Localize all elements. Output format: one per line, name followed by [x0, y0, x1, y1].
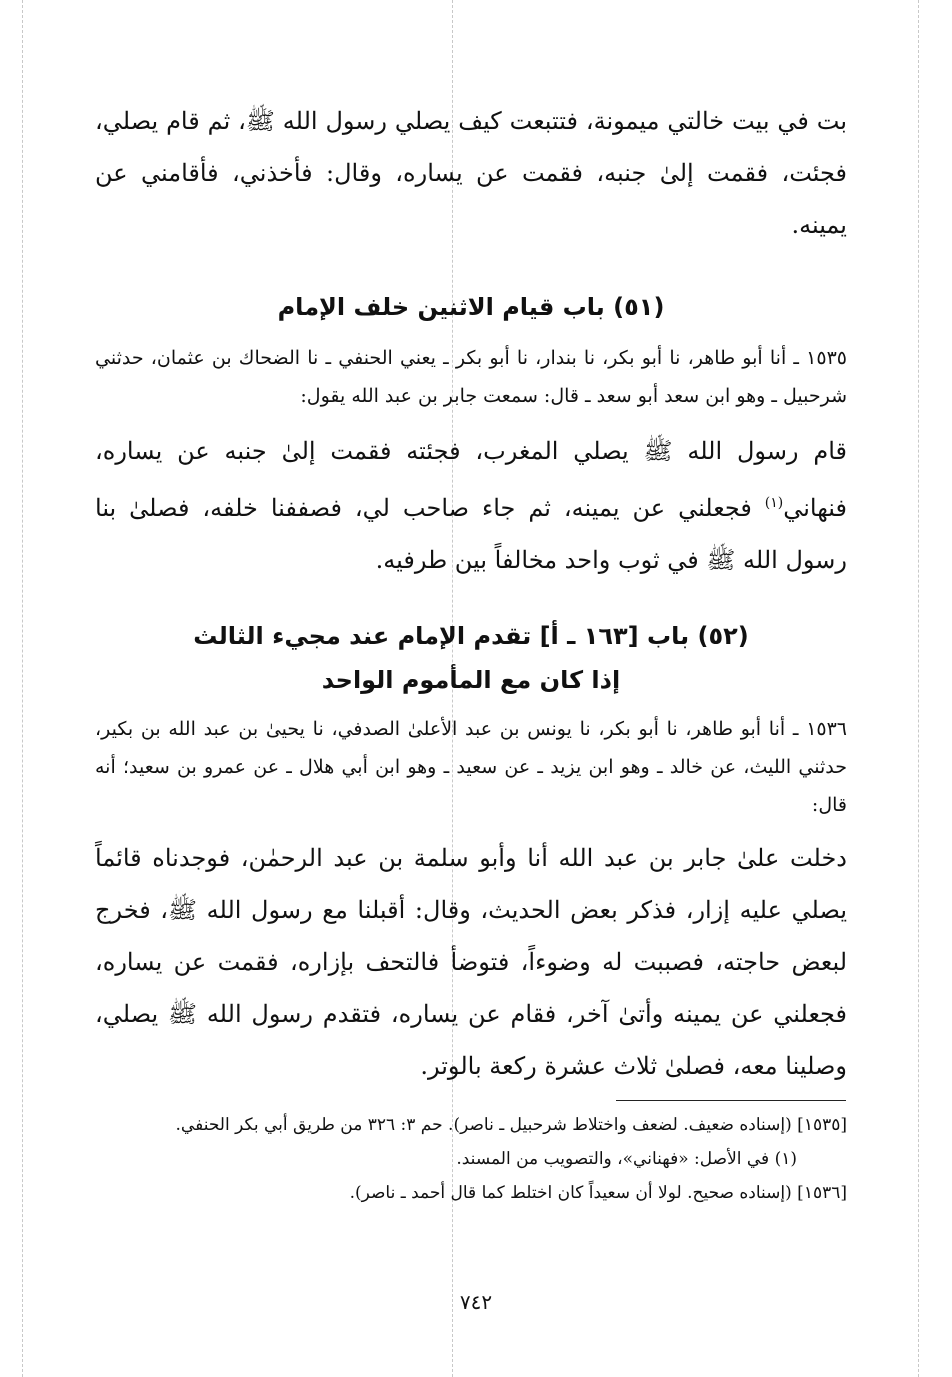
matn-text: فجعلني عن يمينه، ثم جاء صاحب لي، فصففنا خلفه، فصلىٰ بنا رسول الله ﷺ في ثوب واحد مخالفاً بين طرفيه. — [95, 494, 847, 574]
hadith-number: ١٥٣٦ — [806, 718, 848, 740]
hadith-1535-matn — [95, 425, 847, 586]
hadith-1536-chain — [95, 710, 847, 824]
footnote-1: (١) في الأصل: «فهناني»، والتصويب من المسند. — [456, 1149, 797, 1169]
hadith-number: ١٥٣٥ — [806, 347, 847, 369]
hadith-1536-matn: دخلت علىٰ جابر بن عبد الله أنا وأبو سلمة بن عبد الرحمٰن، فوجدناه قائماً يصلي عليه إزار، فذكر بعض الحديث، وقال: أقبلنا مع رسول الله ﷺ، فخرج لبعض حاجته، فصببت له وضوءاً، فتوضأ فالتحف بإزاره، فقمت عن يساره، فجعلني عن يمينه وأتىٰ آخر، فقام عن يساره، فتقدم رسول الله ﷺ يصلي، وصلينا معه، فصلىٰ ثلاث عشرة ركعة بالوتر. — [95, 844, 848, 1080]
footnote-1536: [١٥٣٦] (إسناده صحيح. لولا أن سعيداً كان اختلط كما قال أحمد ـ ناصر). — [349, 1183, 847, 1203]
footnotes — [95, 1108, 847, 1210]
scan-margin-line — [918, 0, 919, 1377]
intro-paragraph: بت في بيت خالتي ميمونة، فتتبعت كيف يصلي رسول الله ﷺ، ثم قام يصلي، فجئت، فقمت إلىٰ جنبه، فقمت عن يساره، وقال: فأخذني، فأقامني عن يمينه. — [95, 107, 847, 239]
page-number: ٧٤٢ — [459, 1290, 493, 1314]
main-text — [95, 95, 847, 1092]
footnote-divider — [616, 1100, 846, 1101]
chapter-51-heading: (٥١) باب قيام الاثنين خلف الإمام — [277, 293, 665, 321]
chapter-52-heading-continued: إذا كان مع المأموم الواحد — [321, 666, 621, 694]
chapter-52-heading: (٥٢) باب [١٦٣ ـ أ] تقدم الإمام عند مجيء الثالث — [193, 622, 749, 650]
hadith-1535-chain — [95, 339, 847, 415]
scan-margin-line — [22, 0, 23, 1377]
chain-text: ـ أنا أبو طاهر، نا أبو بكر، نا يونس بن عبد الأعلىٰ الصدفي، نا يحيىٰ بن عبد الله بن بكير، حدثني الليث، عن خالد ـ وهو ابن يزيد ـ عن سعيد ـ وهو ابن أبي هلال ـ عن عمرو بن سعيد؛ أنه قال: — [95, 718, 847, 816]
matn-text: قام رسول الله ﷺ يصلي المغرب، فجئته فقمت إلىٰ جنبه عن يساره، فنهاني — [95, 437, 847, 522]
chain-text: ـ أنا أبو طاهر، نا أبو بكر، نا بندار، نا أبو بكر ـ يعني الحنفي ـ نا الضحاك بن عثمان، حدثني شرحبيل ـ وهو ابن سعد أبو سعد ـ قال: سمعت جابر بن عبد الله يقول: — [95, 347, 847, 407]
footnote-1535: [١٥٣٥] (إسناده ضعيف. لضعف واختلاط شرحبيل ـ ناصر). حم ٣: ٣٢٦ من طريق أبي بكر الحنفي. — [175, 1115, 847, 1135]
footnote-marker: (١) — [764, 495, 784, 511]
